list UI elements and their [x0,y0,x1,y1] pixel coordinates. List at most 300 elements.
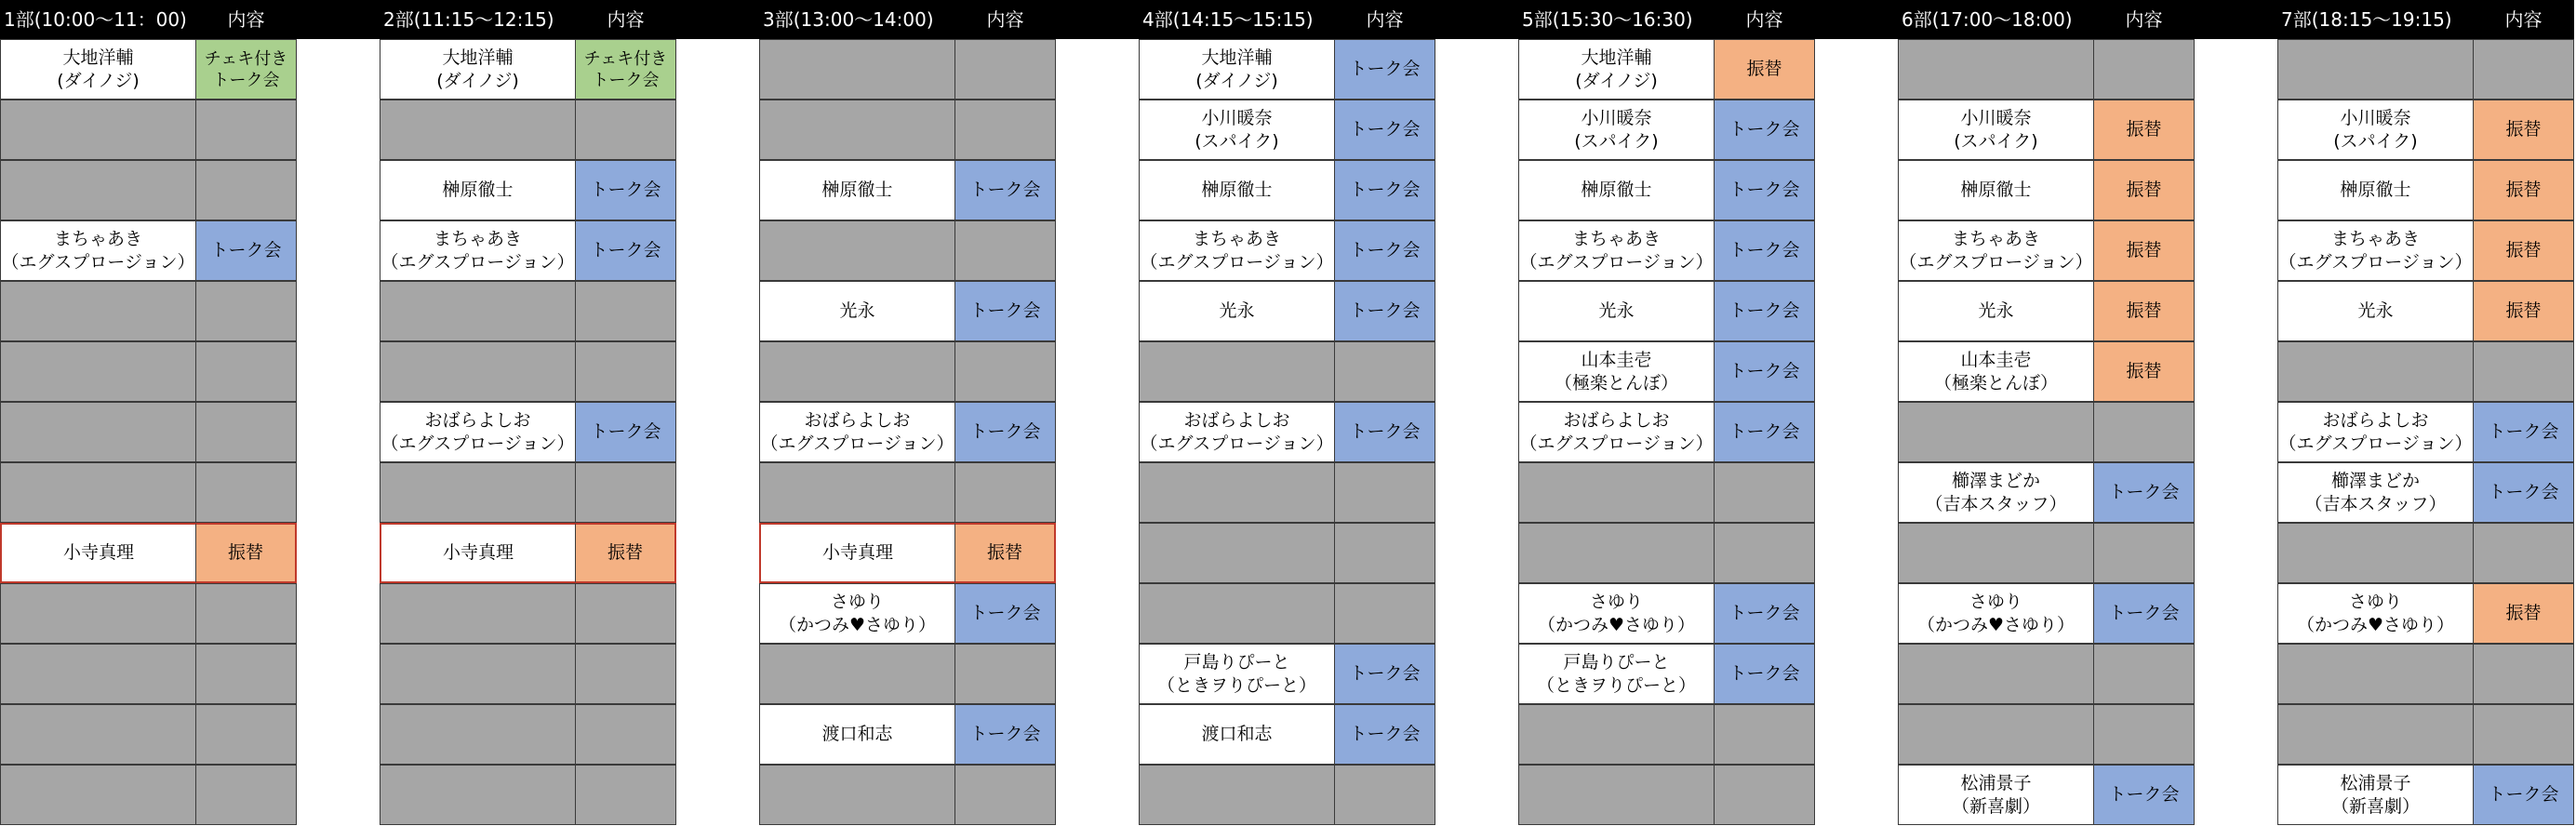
schedule-row [1898,160,2195,220]
schedule-row [1898,402,2195,462]
schedule-row [1518,100,1815,160]
empty-content-cell [195,160,297,220]
performer-name: 榊原徹士 [2340,180,2411,200]
talk-badge [2093,765,2195,825]
empty-name-cell [1139,341,1334,402]
performer-cell [1898,160,2093,220]
empty-content-cell [575,100,676,160]
schedule-row [0,402,297,462]
empty-name-cell [2277,704,2473,765]
empty-name-cell [759,220,954,281]
schedule-row [380,644,676,704]
schedule-row [380,765,676,825]
performer-cell [2277,220,2473,281]
badge-label: 振替 [2126,119,2162,140]
performer-cell [1518,644,1714,704]
performer-name: まちゃあき （エグスプロージョン） [1,228,195,273]
badge-label: トーク会 [2488,482,2559,502]
empty-content-cell [954,765,1056,825]
performer-name: 榊原徹士 [1581,180,1652,200]
performer-cell [1139,644,1334,704]
empty-name-cell [1898,39,2093,100]
empty-content-cell [575,281,676,341]
performer-name: まちゃあき （エグスプロージョン） [1140,228,1334,273]
empty-name-cell [2277,39,2473,100]
empty-content-cell [954,462,1056,523]
performer-cell [2277,402,2473,462]
talk-badge [575,402,676,462]
schedule-row [0,704,297,765]
performer-name: おばらよしお （エグスプロージョン） [1140,409,1334,454]
empty-name-cell [2277,644,2473,704]
empty-content-cell [575,765,676,825]
transfer-badge [954,523,1056,583]
empty-name-cell [1139,462,1334,523]
performer-cell [1518,402,1714,462]
performer-cell [380,523,575,583]
empty-content-cell [195,765,297,825]
empty-content-cell [954,341,1056,402]
performer-cell [2277,160,2473,220]
session-panel-7 [2277,0,2574,826]
performer-cell [1518,100,1714,160]
talk-badge [1714,341,1815,402]
talk-badge [1334,281,1435,341]
talk-badge [575,220,676,281]
badge-label: 振替 [2126,180,2162,200]
schedule-row [1139,341,1435,402]
transfer-badge [2093,341,2195,402]
empty-content-cell [575,644,676,704]
session-panel-3 [759,0,1056,826]
schedule-row [2277,100,2574,160]
empty-content-cell [2473,39,2574,100]
performer-cell [759,281,954,341]
schedule-row [1898,765,2195,825]
schedule-row [1898,281,2195,341]
empty-name-cell [0,644,195,704]
badge-label: トーク会 [1349,421,1421,442]
schedule-row [1898,704,2195,765]
empty-content-cell [195,100,297,160]
empty-name-cell [0,583,195,644]
empty-name-cell [1518,704,1714,765]
empty-name-cell [1139,523,1334,583]
empty-name-cell [1898,523,2093,583]
schedule-row [1139,704,1435,765]
performer-name: 戸島りぴーと （ときヲりぴーと） [1156,651,1316,696]
performer-cell [1139,220,1334,281]
schedule-row [0,341,297,402]
empty-content-cell [2093,704,2195,765]
schedule-row [759,765,1056,825]
schedule-row [1518,39,1815,100]
transfer-badge [2093,100,2195,160]
schedule-row [2277,402,2574,462]
talk-badge [954,160,1056,220]
schedule-row [380,220,676,281]
schedule-row [0,644,297,704]
performer-name: さゆり （かつみ♥さゆり） [778,591,937,635]
performer-name: 山本圭壱 （極楽とんぼ） [1554,349,1678,393]
schedule-row [380,462,676,523]
performer-name: 光永 [1978,300,2014,321]
empty-content-cell [2093,644,2195,704]
empty-name-cell [759,462,954,523]
performer-name: 大地洋輔 (ダイノジ) [436,47,519,91]
performer-name: 小川暖奈 (スパイク) [1574,107,1659,152]
badge-label: 振替 [2505,240,2542,260]
empty-name-cell [759,341,954,402]
schedule-row [0,765,297,825]
schedule-row [1139,220,1435,281]
talk-badge [1714,281,1815,341]
schedule-row [1139,281,1435,341]
empty-content-cell [954,644,1056,704]
empty-name-cell [380,281,575,341]
performer-cell [380,39,575,100]
badge-label: トーク会 [1728,663,1800,684]
performer-name: まちゃあき （エグスプロージョン） [2278,228,2473,273]
performer-name: まちゃあき （エグスプロージョン） [1899,228,2093,273]
badge-label: トーク会 [969,180,1041,200]
content-column-header: 内容 [986,8,1024,31]
schedule-row [2277,523,2574,583]
badge-label: 振替 [986,542,1022,563]
empty-content-cell [2473,523,2574,583]
schedule-row [0,220,297,281]
badge-label: トーク会 [1728,603,1800,623]
schedule-row [759,341,1056,402]
schedule-row [380,523,676,583]
performer-cell [380,402,575,462]
badge-label: トーク会 [969,724,1041,744]
performer-cell [1518,160,1714,220]
empty-name-cell [759,39,954,100]
badge-label: 振替 [2126,240,2162,260]
performer-cell [380,160,575,220]
empty-name-cell [0,160,195,220]
talk-badge [1334,644,1435,704]
schedule-row [1139,100,1435,160]
schedule-row [1518,402,1815,462]
schedule-row [1518,220,1815,281]
schedule-row [2277,462,2574,523]
talk-badge [2473,765,2574,825]
performer-name: 榊原徹士 [1201,180,1273,200]
schedule-row [1139,39,1435,100]
schedule-row [380,402,676,462]
performer-cell [1518,341,1714,402]
badge-label: トーク会 [2108,482,2180,502]
schedule-row [759,644,1056,704]
transfer-badge [2093,160,2195,220]
empty-name-cell [1898,704,2093,765]
empty-name-cell [1518,462,1714,523]
badge-label: トーク会 [1349,663,1421,684]
performer-cell [2277,583,2473,644]
transfer-badge [2473,100,2574,160]
schedule-row [0,523,297,583]
schedule-row [1898,523,2195,583]
badge-label: 振替 [2505,180,2542,200]
performer-name: さゆり （かつみ♥さゆり） [1916,591,2075,635]
performer-name: 小寺真理 [442,542,514,563]
badge-label: トーク会 [590,240,661,260]
performer-name: 大地洋輔 (ダイノジ) [1195,47,1278,91]
transfer-badge [2473,220,2574,281]
badge-label: 振替 [2505,603,2542,623]
badge-label: トーク会 [590,180,661,200]
schedule-row [1898,39,2195,100]
session-header [1518,0,1815,39]
session-title: 5部(15:30～16:30) [1522,8,1693,31]
badge-label: トーク会 [1728,119,1800,140]
schedule-row [759,523,1056,583]
talk-badge [1334,100,1435,160]
schedule-row [1518,644,1815,704]
talk-badge [575,160,676,220]
badge-label: トーク会 [969,421,1041,442]
performer-name: 山本圭壱 （極楽とんぼ） [1933,349,2058,393]
talk-badge [1714,583,1815,644]
performer-name: 榊原徹士 [1960,180,2032,200]
performer-cell [759,160,954,220]
empty-content-cell [575,704,676,765]
performer-cell [1518,39,1714,100]
header-gap [1815,0,1898,39]
content-column-header: 内容 [1366,8,1404,31]
badge-label: トーク会 [1728,361,1800,381]
performer-cell [1139,160,1334,220]
schedule-row [1898,341,2195,402]
schedule-row [1139,462,1435,523]
empty-name-cell [380,341,575,402]
empty-content-cell [575,341,676,402]
badge-label: トーク会 [1349,180,1421,200]
talk-badge [1714,100,1815,160]
talk-badge [2093,462,2195,523]
schedule-row [2277,644,2574,704]
performer-cell [1898,281,2093,341]
empty-name-cell [2277,341,2473,402]
performer-cell [0,220,195,281]
empty-content-cell [2093,523,2195,583]
empty-name-cell [0,765,195,825]
performer-name: おばらよしお （エグスプロージョン） [1519,409,1714,454]
performer-name: おばらよしお （エグスプロージョン） [380,409,575,454]
performer-name: 榊原徹士 [821,180,893,200]
schedule-row [1139,765,1435,825]
session-title: 7部(18:15～19:15) [2281,8,2452,31]
schedule-row [1139,523,1435,583]
schedule-row [380,160,676,220]
empty-name-cell [0,100,195,160]
performer-cell [380,220,575,281]
performer-cell [1139,704,1334,765]
schedule-row [0,100,297,160]
schedule-row [2277,341,2574,402]
schedule-row [1518,704,1815,765]
talk-badge [1714,644,1815,704]
badge-label: チェキ付き トーク会 [583,48,668,90]
session-header [2277,0,2574,39]
header-gap [297,0,380,39]
performer-name: 小寺真理 [62,542,134,563]
cheki-badge [195,39,297,100]
performer-cell [1898,583,2093,644]
performer-cell [1139,281,1334,341]
schedule-row [0,160,297,220]
schedule-row [759,160,1056,220]
badge-label: トーク会 [2108,603,2180,623]
empty-name-cell [759,765,954,825]
empty-name-cell [2277,523,2473,583]
empty-content-cell [1714,462,1815,523]
performer-name: 光永 [2357,300,2394,321]
performer-name: 小寺真理 [821,542,893,563]
performer-cell [759,704,954,765]
performer-name: さゆり （かつみ♥さゆり） [2296,591,2455,635]
header-gap [1056,0,1139,39]
talk-badge [954,281,1056,341]
empty-name-cell [1139,583,1334,644]
empty-content-cell [2093,39,2195,100]
empty-content-cell [2473,341,2574,402]
performer-name: おばらよしお （エグスプロージョン） [2278,409,2473,454]
header-gap [676,0,759,39]
performer-name: 櫛澤まどか （吉本スタッフ） [2304,470,2447,514]
header-gap [2195,0,2277,39]
badge-label: トーク会 [1728,180,1800,200]
content-column-header: 内容 [2504,8,2543,31]
schedule-row [1518,583,1815,644]
schedule-row [0,583,297,644]
schedule-row [1518,765,1815,825]
talk-badge [1714,402,1815,462]
performer-cell [1898,765,2093,825]
badge-label: トーク会 [1349,724,1421,744]
schedule-row [0,462,297,523]
performer-name: おばらよしお （エグスプロージョン） [760,409,954,454]
talk-badge [2093,583,2195,644]
session-header [0,0,297,39]
empty-name-cell [1518,523,1714,583]
performer-cell [0,523,195,583]
schedule-row [759,402,1056,462]
performer-name: 大地洋輔 (ダイノジ) [1575,47,1658,91]
performer-name: 渡口和志 [821,724,893,744]
session-title: 6部(17:00～18:00) [1902,8,2073,31]
session-header [1139,0,1435,39]
talk-badge [1714,220,1815,281]
schedule-row [1898,220,2195,281]
performer-cell [1898,341,2093,402]
content-column-header: 内容 [2125,8,2163,31]
transfer-badge [2473,583,2574,644]
empty-name-cell [380,583,575,644]
performer-name: まちゃあき （エグスプロージョン） [1519,228,1714,273]
empty-name-cell [0,281,195,341]
performer-name: 櫛澤まどか （吉本スタッフ） [1925,470,2067,514]
schedule-row [380,583,676,644]
badge-label: トーク会 [590,421,661,442]
talk-badge [2473,402,2574,462]
transfer-badge [2093,281,2195,341]
performer-cell [1518,583,1714,644]
badge-label: トーク会 [1728,300,1800,321]
empty-content-cell [1714,765,1815,825]
schedule-row [2277,704,2574,765]
badge-label: 振替 [1746,59,1782,79]
content-column-header: 内容 [1745,8,1783,31]
session-panel-1 [0,0,297,826]
schedule-row [2277,765,2574,825]
empty-content-cell [195,402,297,462]
header-gap [1435,0,1518,39]
performer-cell [759,583,954,644]
schedule-row [1898,644,2195,704]
badge-label: トーク会 [2108,784,2180,805]
badge-label: トーク会 [210,240,282,260]
badge-label: トーク会 [1349,240,1421,260]
schedule-row [380,39,676,100]
performer-cell [1898,220,2093,281]
empty-content-cell [575,583,676,644]
talk-badge [954,402,1056,462]
performer-cell [1518,220,1714,281]
empty-content-cell [195,644,297,704]
session-title: 4部(14:15～15:15) [1142,8,1314,31]
empty-name-cell [759,644,954,704]
schedule-row [1518,341,1815,402]
empty-content-cell [195,462,297,523]
empty-content-cell [954,220,1056,281]
performer-cell [1898,462,2093,523]
performer-name: 戸島りぴーと （ときヲりぴーと） [1536,651,1696,696]
performer-cell [759,402,954,462]
empty-name-cell [0,402,195,462]
empty-content-cell [954,39,1056,100]
badge-label: トーク会 [1349,59,1421,79]
performer-cell [1139,402,1334,462]
cheki-badge [575,39,676,100]
session-panel-4 [1139,0,1435,826]
empty-name-cell [0,341,195,402]
badge-label: トーク会 [2488,784,2559,805]
empty-content-cell [195,583,297,644]
badge-label: トーク会 [1349,300,1421,321]
talk-badge [1334,39,1435,100]
schedule-row [2277,160,2574,220]
performer-cell [759,523,954,583]
schedule-row [759,462,1056,523]
empty-content-cell [954,100,1056,160]
talk-badge [1334,160,1435,220]
transfer-badge [575,523,676,583]
empty-content-cell [1334,583,1435,644]
schedule-row [380,704,676,765]
schedule-row [1518,523,1815,583]
performer-name: 松浦景子 （新喜劇） [1951,772,2040,817]
performer-cell [2277,100,2473,160]
schedule-row [759,220,1056,281]
empty-content-cell [2093,402,2195,462]
empty-content-cell [1334,523,1435,583]
empty-name-cell [1898,644,2093,704]
empty-name-cell [380,765,575,825]
schedule-row [1898,462,2195,523]
